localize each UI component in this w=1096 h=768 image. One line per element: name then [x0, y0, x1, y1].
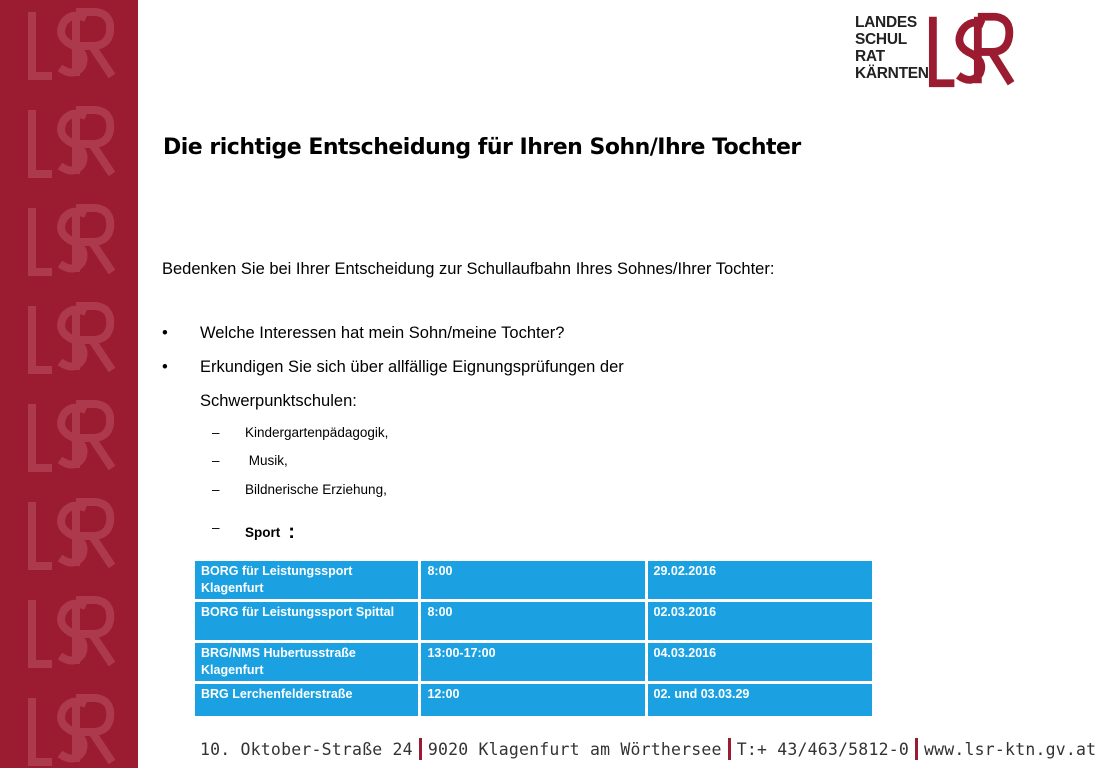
footer — [200, 738, 1096, 764]
sub-item-text: Kindergartenpädagogik, — [245, 425, 389, 440]
bullet-text: Erkundigen Sie sich über allfällige Eignungsprüfungen der — [200, 358, 624, 376]
table-cell-date: 29.02.2016 — [648, 561, 873, 599]
footer-separator — [419, 738, 422, 760]
lsr-watermark-icon — [26, 694, 116, 766]
footer-city: 9020 Klagenfurt am Wörthersee — [427, 740, 722, 759]
table-cell-time: 8:00 — [421, 602, 647, 640]
logo-word: SCHUL — [855, 31, 907, 48]
table-row — [195, 684, 872, 716]
lsr-watermark-icon — [26, 498, 116, 570]
sub-item-mark: – — [212, 520, 220, 535]
logo-word: RAT — [855, 48, 885, 65]
lsr-watermark-icon — [26, 204, 116, 276]
side-band — [0, 0, 138, 768]
table-row — [195, 643, 872, 681]
table-row — [195, 602, 872, 640]
logo-wordmark — [855, 14, 929, 82]
footer-phone: T:+ 43/463/5812-0 — [736, 740, 909, 759]
logo-word: LANDES — [855, 14, 917, 31]
bullet-mark: • — [162, 324, 168, 342]
table-cell-time: 8:00 — [421, 561, 647, 599]
table-cell-time: 13:00-17:00 — [421, 643, 647, 681]
lsr-watermark-icon — [26, 596, 116, 668]
page-title: Die richtige Entscheidung für Ihren Sohn/Ihre Tochter — [163, 135, 801, 160]
sub-item-sport — [245, 520, 295, 543]
bullet-text: Welche Interessen hat mein Sohn/meine Tochter? — [200, 324, 565, 342]
bullet-mark: • — [162, 358, 168, 376]
lsr-watermark-icon — [26, 8, 116, 80]
table-cell-date: 02.03.2016 — [648, 602, 873, 640]
logo-word: KÄRNTEN — [855, 65, 929, 82]
sub-item-text: Bildnerische Erziehung, — [245, 482, 387, 497]
sub-item-colon: : — [288, 521, 295, 543]
lsr-watermark-icon — [26, 400, 116, 472]
table-cell-time: 12:00 — [421, 684, 647, 716]
footer-separator — [915, 738, 918, 760]
sub-item-text: Musik, — [245, 453, 288, 468]
lsr-watermark-icon — [26, 302, 116, 374]
sub-item-text: Sport — [245, 525, 281, 540]
intro-text: Bedenken Sie bei Ihrer Entscheidung zur Schullaufbahn Ihres Sohnes/Ihrer Tochter: — [162, 260, 775, 278]
footer-separator — [728, 738, 731, 760]
table-cell-school: BRG/NMS Hubertusstraße Klagenfurt — [195, 643, 421, 681]
lsr-logo — [855, 14, 1015, 86]
table-cell-school: BORG für Leistungssport Spittal — [195, 602, 421, 640]
exam-schedule-table — [195, 558, 872, 719]
table-cell-school: BORG für Leistungssport Klagenfurt — [195, 561, 421, 599]
table-row — [195, 561, 872, 599]
sub-item-mark: – — [212, 482, 220, 497]
footer-address: 10. Oktober-Straße 24 — [200, 740, 413, 759]
footer-web: www.lsr-ktn.gv.at — [923, 740, 1096, 759]
sub-item-mark: – — [212, 425, 220, 440]
table-cell-date: 04.03.2016 — [648, 643, 873, 681]
lsr-logo-mark-icon — [927, 14, 1015, 86]
table-cell-date: 02. und 03.03.29 — [648, 684, 873, 716]
bullet-continuation: Schwerpunktschulen: — [200, 392, 357, 410]
table-cell-school: BRG Lerchenfelderstraße — [195, 684, 421, 716]
sub-item-mark: – — [212, 453, 220, 468]
lsr-watermark-icon — [26, 106, 116, 178]
